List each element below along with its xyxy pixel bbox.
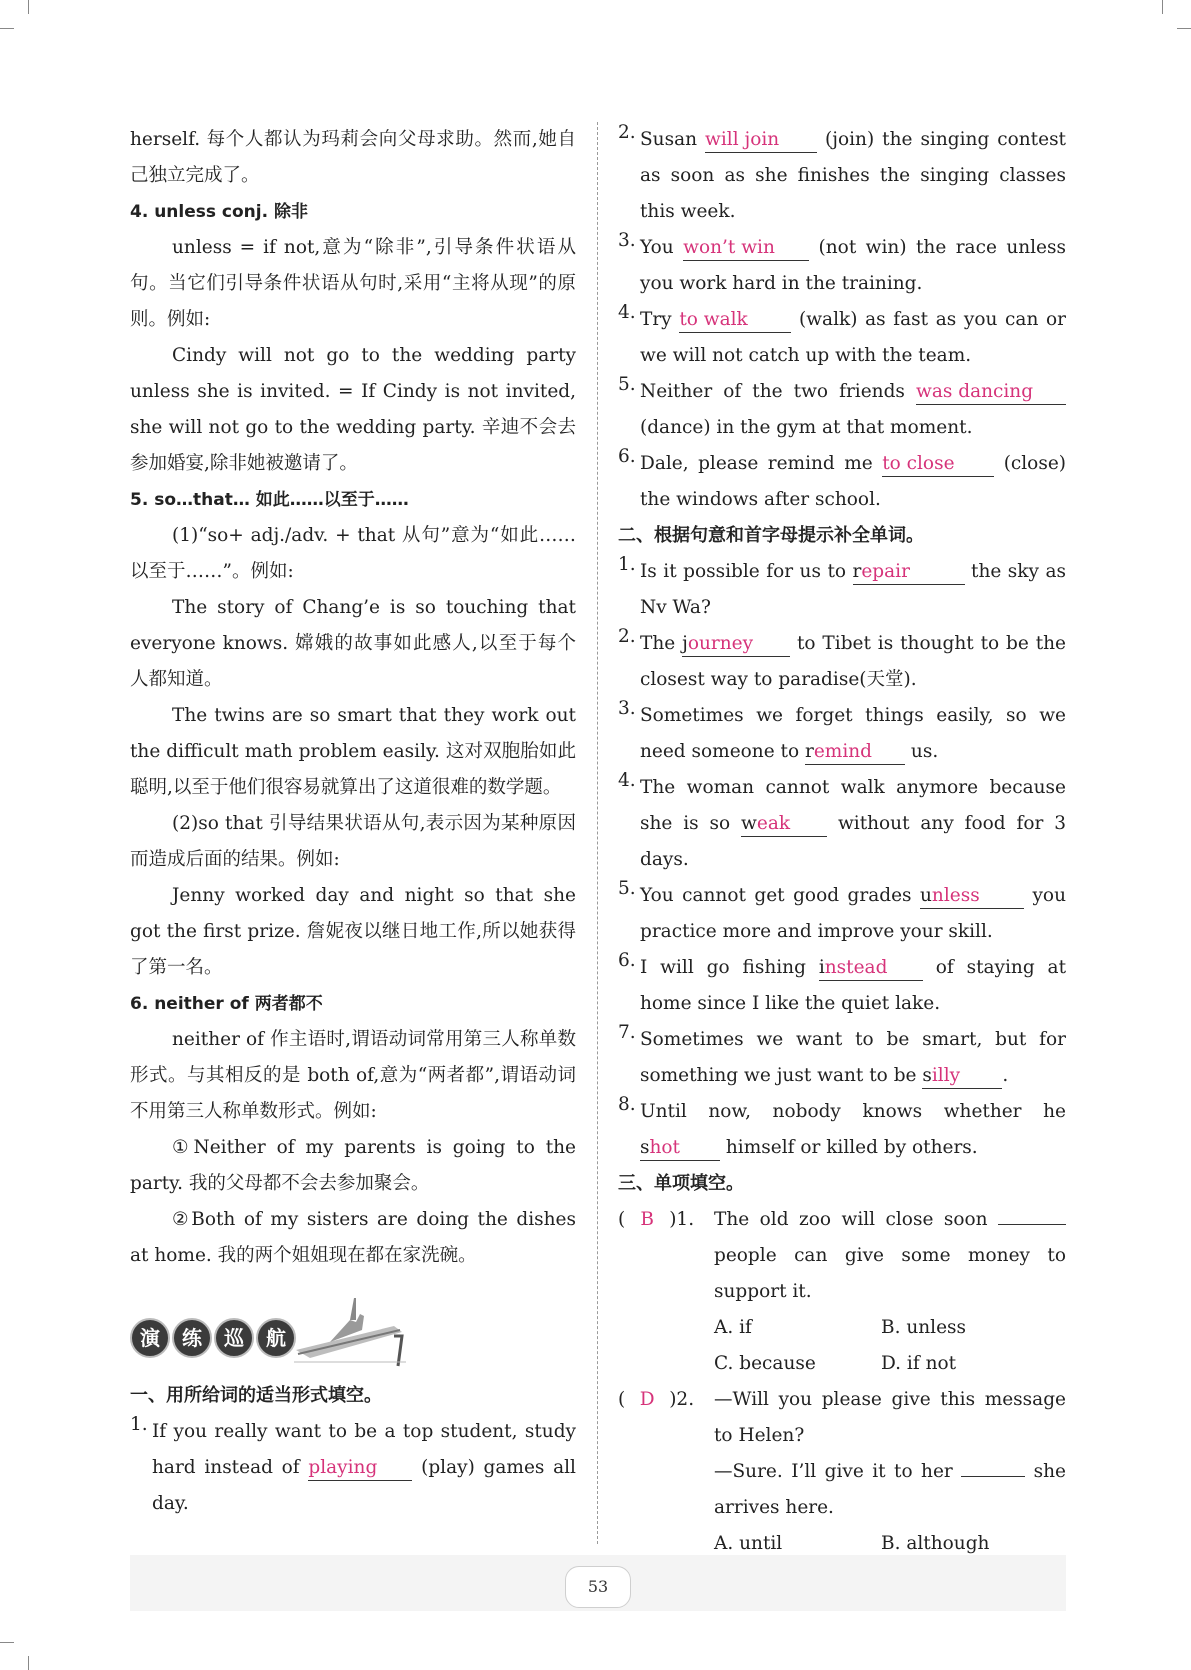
first-letter: r (805, 741, 814, 762)
exercise-heading: 三、单项填空。 (618, 1173, 744, 1194)
item-text: (walk) as fast as you can or we will not catch up with the team. (640, 309, 1067, 366)
answer-text: playing (308, 1457, 378, 1478)
exercise-item (618, 122, 1066, 230)
item-text: (play) games all day. (152, 1457, 576, 1514)
item-text: You cannot get good grades (640, 885, 912, 906)
banner-char: 巡 (214, 1318, 254, 1358)
exercise-item (618, 446, 1066, 518)
answer-blank[interactable] (683, 236, 809, 261)
item-text: she arrives here. (714, 1461, 1066, 1518)
item-number: )1. (669, 1209, 695, 1230)
paragraph: herself. 每个人都认为玛莉会向父母求助。然而,她自己独立完成了。 (130, 129, 576, 186)
item-text: Is it possible for us to (640, 561, 847, 582)
answer-blank[interactable] (308, 1456, 412, 1481)
example-paragraph: ②Both of my sisters are doing the dishes at home. 我的两个姐姐现在都在家洗碗。 (130, 1209, 576, 1266)
item-text: If you really want to be a top student, study hard instead of (152, 1421, 576, 1478)
answer-text: B (640, 1209, 655, 1230)
answer-text: ourney (687, 633, 754, 654)
answer-blank[interactable] (679, 308, 791, 333)
item-text: The old zoo will close soon (714, 1209, 988, 1230)
option-b[interactable]: B. although (881, 1533, 990, 1554)
answer-paren[interactable]: ( B )1. (618, 1202, 714, 1310)
page-number: 53 (565, 1566, 631, 1608)
example-paragraph: Cindy will not go to the wedding party unless she is invited. = If Cindy is not invited, she will not go to the wedding party. 辛迪不会去参加婚宴,除非她被邀请了。 (130, 345, 576, 474)
item-text: without any food for 3 days. (640, 813, 1066, 870)
answer-text: hot (649, 1137, 680, 1158)
exercise-item (618, 626, 1066, 698)
left-column (130, 122, 576, 1522)
answer-text: won’t win (683, 237, 775, 258)
answer-text: epair (861, 561, 910, 582)
item-text: Until now, nobody knows whether he (640, 1101, 1066, 1122)
paragraph: (2)so that 引导结果状语从句,表示因为某种原因而造成后面的结果。例如: (130, 813, 576, 870)
answer-text: will join (705, 129, 780, 150)
example-paragraph: ①Neither of my parents is going to the party. 我的父母都不会去参加聚会。 (130, 1137, 576, 1194)
item-text: Susan (640, 129, 698, 150)
answer-blank[interactable] (882, 452, 994, 477)
ship-icon (290, 1292, 410, 1372)
exercise-heading: 二、根据句意和首字母提示补全单词。 (618, 525, 924, 546)
item-text: (not win) the race unless you work hard in the training. (640, 237, 1066, 294)
item-text: —Sure. I’ll give it to her (714, 1461, 953, 1482)
item-number: 4. (618, 302, 636, 323)
item-number: 6. (618, 446, 636, 467)
item-number: )2. (669, 1389, 695, 1410)
item-text: I will go fishing (640, 957, 806, 978)
item-number: 1. (130, 1414, 148, 1435)
item-text: to Tibet is thought to be the closest way to paradise(天堂). (640, 633, 1066, 690)
right-column (618, 122, 1066, 1598)
item-text: us. (910, 741, 939, 762)
exercise-item (618, 374, 1066, 446)
item-text: The (640, 633, 676, 654)
answer-blank[interactable] (819, 956, 923, 981)
item-text: (close) the windows after school. (640, 453, 1066, 510)
column-divider (597, 122, 598, 1544)
item-text: You (640, 237, 674, 258)
first-letter: u (920, 885, 932, 906)
first-letter: r (852, 561, 862, 582)
banner-char: 演 (130, 1318, 170, 1358)
paragraph: unless = if not,意为“除非”,引导条件状语从句。当它们引导条件状语从句时,采用“主将从现”的原则。例如: (130, 237, 576, 330)
item-number: 8. (618, 1094, 636, 1115)
banner-char: 航 (256, 1318, 296, 1358)
item-text: people can give some money to support it. (714, 1245, 1066, 1302)
exercise-item (618, 230, 1066, 302)
answer-blank[interactable] (640, 1136, 720, 1161)
first-letter: j (682, 633, 688, 654)
crop-mark (1177, 28, 1191, 29)
answer-blank[interactable] (920, 884, 1024, 909)
exercise-item (618, 770, 1066, 878)
example-paragraph: The twins are so smart that they work out the difficult math problem easily. 这对双胞胎如此聪明,以至于他们很容易就算出了这道很难的数学题。 (130, 705, 576, 798)
answer-blank[interactable] (705, 128, 817, 153)
item-number: 6. (618, 950, 636, 971)
answer-blank[interactable] (805, 740, 905, 765)
exercise-heading: 一、用所给词的适当形式填空。 (130, 1385, 382, 1406)
crop-mark (0, 28, 14, 29)
exercise-item (130, 1414, 576, 1522)
item-number: 7. (618, 1022, 636, 1043)
example-paragraph: The story of Chang’e is so touching that everyone knows. 嫦娥的故事如此感人,以至于每个人都知道。 (130, 597, 576, 690)
option-b[interactable]: B. unless (881, 1317, 967, 1338)
item-number: 5. (618, 878, 636, 899)
answer-blank[interactable] (682, 632, 790, 657)
item-text: The woman cannot walk anymore because she is so (640, 777, 1066, 834)
item-text: Sometimes we want to be smart, but for something we just want to be (640, 1029, 1066, 1086)
item-text: Try (640, 309, 672, 330)
answer-text: nless (931, 885, 980, 906)
answer-blank[interactable] (853, 560, 965, 585)
item-text: the sky as Nv Wa? (640, 561, 1066, 618)
section-heading: 4. unless conj. 除非 (130, 202, 308, 222)
crop-mark (1162, 0, 1163, 14)
first-letter: s (922, 1065, 932, 1086)
banner-char: 练 (172, 1318, 212, 1358)
paragraph: (1)“so+ adj./adv. + that 从句”意为“如此……以至于……”。例如: (130, 525, 576, 582)
exercise-item (618, 698, 1066, 770)
item-number: 4. (618, 770, 636, 791)
first-letter: i (818, 957, 825, 978)
exercise-item (618, 1094, 1066, 1166)
answer-blank[interactable] (922, 1064, 1002, 1089)
exercise-item (618, 1022, 1066, 1094)
item-text: . (1002, 1065, 1009, 1086)
paragraph: neither of 作主语时,谓语动词常用第三人称单数形式。与其相反的是 both of,意为“两者都”,谓语动词不用第三人称单数形式。例如: (130, 1029, 576, 1122)
answer-text: D (639, 1389, 655, 1410)
practice-banner (130, 1292, 576, 1372)
crop-mark (28, 1656, 29, 1670)
answer-text: nstead (824, 957, 888, 978)
answer-text: eak (756, 813, 791, 834)
item-text: of staying at home since I like the quiet lake. (640, 957, 1067, 1014)
answer-blank[interactable] (998, 1224, 1066, 1225)
option-a[interactable]: A. until (714, 1533, 783, 1554)
first-letter: w (741, 813, 757, 834)
answer-blank[interactable] (741, 812, 827, 837)
exercise-item (618, 950, 1066, 1022)
section-heading: 6. neither of 两者都不 (130, 994, 323, 1014)
item-number: 3. (618, 230, 636, 251)
item-text: (join) the singing contest as soon as she finishes the singing classes this week. (640, 129, 1066, 222)
first-letter: s (640, 1137, 650, 1158)
answer-blank[interactable] (961, 1476, 1025, 1477)
option-d[interactable]: D. if not (881, 1353, 957, 1374)
multiple-choice-item (618, 1202, 1066, 1382)
exercise-item (618, 554, 1066, 626)
answer-text: to close (882, 453, 955, 474)
item-text: (dance) in the gym at that moment. (640, 417, 973, 438)
exercise-item (618, 302, 1066, 374)
answer-text: illy (931, 1065, 961, 1086)
item-number: 5. (618, 374, 636, 395)
answer-text: emind (813, 741, 873, 762)
exercise-item (618, 878, 1066, 950)
answer-blank[interactable] (916, 380, 1066, 405)
section-heading: 5. so…that… 如此……以至于…… (130, 490, 409, 510)
item-number: 2. (618, 122, 636, 143)
item-text: Neither of the two friends (640, 381, 905, 402)
item-text: you practice more and improve your skill. (640, 885, 1066, 942)
item-number: 2. (618, 626, 636, 647)
crop-mark (28, 0, 29, 14)
item-text: Sometimes we forget things easily, so we need someone to (640, 705, 1066, 762)
item-text: himself or killed by others. (725, 1137, 978, 1158)
item-text: —Will you please give this message to Helen? (714, 1389, 1066, 1446)
answer-text: to walk (679, 309, 748, 330)
option-c[interactable]: C. because (714, 1353, 816, 1374)
answer-text: was dancing (916, 381, 1034, 402)
item-text: Dale, please remind me (640, 453, 873, 474)
example-paragraph: Jenny worked day and night so that she got the first prize. 詹妮夜以继日地工作,所以她获得了第一名。 (130, 885, 576, 978)
option-a[interactable]: A. if (714, 1317, 752, 1338)
item-number: 3. (618, 698, 636, 719)
crop-mark (0, 1642, 14, 1643)
answer-paren[interactable]: ( D )2. (618, 1382, 714, 1526)
item-number: 1. (618, 554, 636, 575)
